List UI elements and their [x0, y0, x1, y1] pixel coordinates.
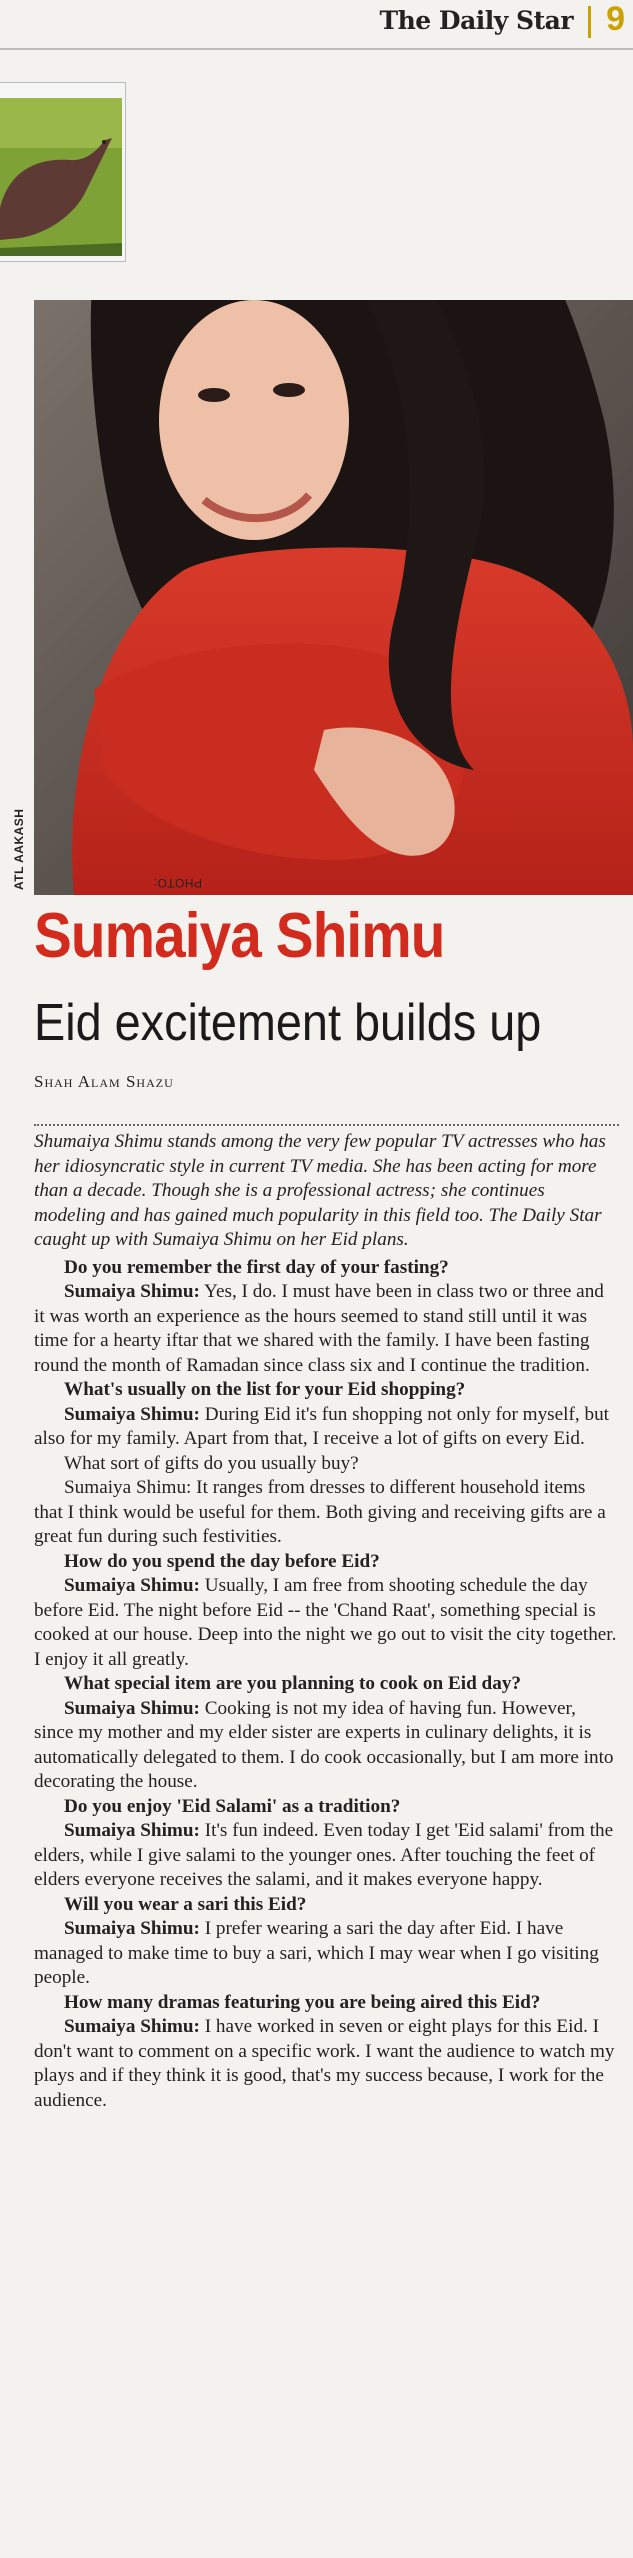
- question-2: What's usually on the list for your Eid shopping?: [64, 1379, 466, 1400]
- article-body: [34, 1130, 618, 2113]
- page-number: 9: [606, 0, 625, 38]
- bird-on-grass-illustration: [0, 98, 122, 256]
- question-1: Do you remember the first day of your fasting?: [64, 1256, 449, 1278]
- photo-credit-label: PHOTO:: [153, 876, 202, 890]
- article-subtitle: Eid excitement builds up: [34, 994, 542, 1052]
- thumbnail-image: [0, 98, 122, 256]
- dotted-divider: [34, 1124, 619, 1126]
- answer-5: [34, 1697, 618, 1795]
- photo-credit: [12, 700, 202, 890]
- answer-text: I prefer wearing a sari the day after Eid. I have managed to make time to buy a sari, which I may wear when I go visiting people.: [34, 1918, 599, 1988]
- article-title: Sumaiya Shimu: [34, 901, 445, 971]
- header-rule: [0, 48, 633, 50]
- answer-2: [34, 1403, 618, 1452]
- answer-7: [34, 1917, 618, 1991]
- speaker-label: Sumaiya Shimu:: [64, 1281, 200, 1302]
- answer-6: [34, 1819, 618, 1893]
- speaker-label: Sumaiya Shimu:: [64, 1697, 200, 1719]
- speaker-label: Sumaiya Shimu:: [64, 1820, 200, 1841]
- portrait-photo: [34, 300, 633, 895]
- question-3: What sort of gifts do you usually buy?: [64, 1452, 359, 1474]
- answer-text: It's fun indeed. Even today I get 'Eid salami' from the elders, while I give salami to the younger ones. After touching the feet of elders everyone receives the salami, and it makes everyone happy.: [34, 1820, 614, 1890]
- header-divider: [588, 6, 591, 38]
- answer-3: Sumaiya Shimu: It ranges from dresses to different household items that I think would be useful for them. Both giving and receiving gifts are a great fun during such festivities.: [34, 1477, 606, 1547]
- actress-portrait-illustration: [34, 300, 633, 895]
- answer-text: Usually, I am free from shooting schedule the day before Eid. The night before Eid -- the 'Chand Raat', something special is cooked at our house. Deep into the night we go out to visit the city together. I enjoy it all greatly.: [34, 1575, 617, 1670]
- answer-text: I have worked in seven or eight plays for this Eid. I don't want to comment on a specific work. I want the audience to watch my plays and if they think it is good, that's my success because, I work for the audience.: [34, 2016, 615, 2111]
- answer-text: During Eid it's fun shopping not only for myself, but also for my family. Apart from that, I receive a lot of gifts on every Eid.: [34, 1403, 609, 1449]
- question-4: How do you spend the day before Eid?: [64, 1550, 380, 1572]
- byline: Shah Alam Shazu: [34, 1072, 174, 1091]
- photo-credit-name: ATL AAKASH: [12, 808, 26, 890]
- speaker-label: Sumaiya Shimu:: [64, 1403, 200, 1425]
- answer-text: Yes, I do. I must have been in class two or three and it was worth an experience as the hours seemed to stand still until it was time for a hearty iftar that we shared with the family. I have been fasting round the month of Ramadan since class six and I continue the tradition.: [34, 1281, 604, 1376]
- question-5: What special item are you planning to cook on Eid day?: [64, 1673, 522, 1694]
- question-8: How many dramas featuring you are being aired this Eid?: [64, 1991, 541, 2013]
- speaker-label: Sumaiya Shimu:: [64, 2016, 200, 2037]
- article-intro: Shumaiya Shimu stands among the very few popular TV actresses who has her idiosyncratic style in current TV media. She has been acting for more than a decade. Though she is a professional actress; she continues modeling and has gained much popularity in this field too. The Daily Star caught up with Sumaiya Shimu on her Eid plans.: [34, 1131, 606, 1250]
- masthead: The Daily Star: [379, 6, 573, 35]
- answer-1: [34, 1280, 618, 1378]
- speaker-label: Sumaiya Shimu:: [64, 1575, 200, 1596]
- question-7: Will you wear a sari this Eid?: [64, 1893, 307, 1915]
- answer-4: [34, 1574, 618, 1672]
- answer-text: Cooking is not my idea of having fun. However, since my mother and my elder sister are experts in culinary delights, it is automatically delegated to them. I do cook occasionally, but I am more into decorating the house.: [34, 1697, 614, 1792]
- speaker-label: Sumaiya Shimu:: [64, 1918, 200, 1939]
- question-6: Do you enjoy 'Eid Salami' as a tradition?: [64, 1795, 401, 1817]
- answer-8: [34, 2015, 618, 2113]
- page-header: [0, 0, 633, 52]
